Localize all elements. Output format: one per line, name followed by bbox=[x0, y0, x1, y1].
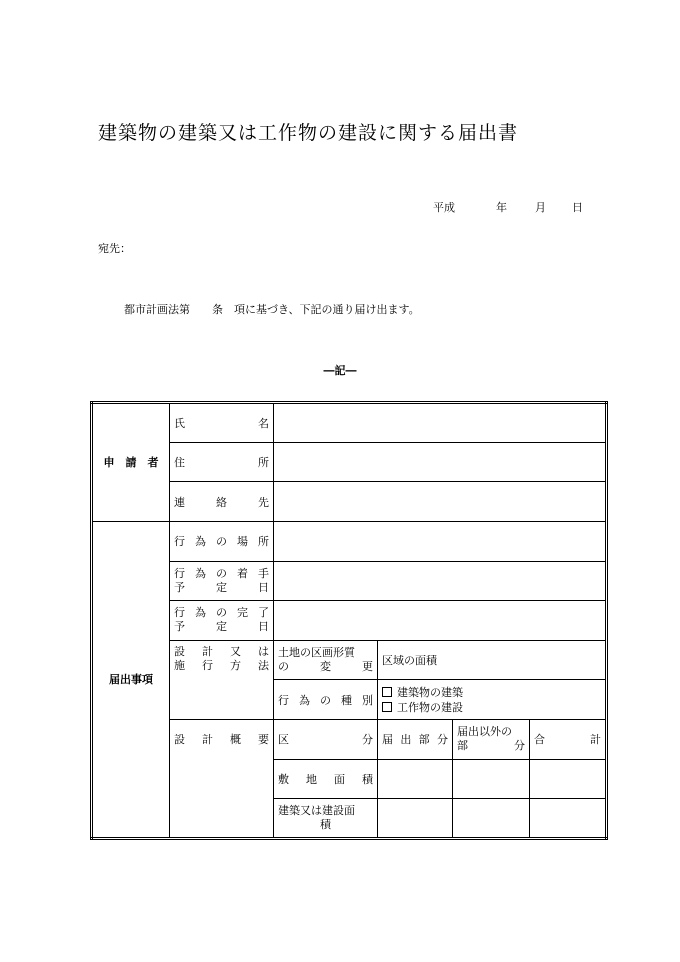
option-building[interactable] bbox=[382, 685, 601, 700]
label-char: 為 bbox=[195, 566, 206, 580]
label-char: 行 bbox=[278, 693, 289, 707]
label-char: 積 bbox=[362, 772, 373, 786]
spaced-label bbox=[278, 731, 373, 747]
spaced-label bbox=[382, 731, 448, 747]
date-month: 月 bbox=[535, 201, 546, 214]
label-char: 計 bbox=[202, 644, 213, 658]
label-char: 変 bbox=[320, 660, 331, 674]
label-char: 施 bbox=[174, 658, 185, 672]
spaced-label bbox=[174, 415, 269, 431]
header-other-portion bbox=[453, 720, 530, 760]
option-structure-label: 工作物の建設 bbox=[397, 700, 463, 714]
label-char: 手 bbox=[258, 566, 269, 580]
ki-heading: ―記― bbox=[323, 364, 357, 377]
start-date-field[interactable] bbox=[274, 561, 607, 601]
site-area-notified[interactable] bbox=[378, 759, 453, 799]
label-char: 為 bbox=[195, 535, 206, 549]
label-char: 法 bbox=[258, 658, 269, 672]
label-char: 所 bbox=[258, 535, 269, 549]
label-char: の bbox=[216, 606, 227, 620]
label-char: 部 bbox=[457, 739, 468, 753]
checkbox-building[interactable] bbox=[382, 687, 392, 697]
label-name bbox=[170, 403, 274, 443]
label-char: 分 bbox=[362, 733, 373, 747]
notification-group-label: 届出事項 bbox=[92, 521, 170, 838]
spaced-label bbox=[278, 660, 373, 674]
label-char: 定 bbox=[216, 580, 227, 594]
label-char: 完 bbox=[237, 606, 248, 620]
label-char: 氏 bbox=[174, 416, 185, 430]
spaced-label bbox=[174, 567, 269, 581]
label-char: 分 bbox=[436, 733, 448, 747]
label-land-change bbox=[274, 640, 378, 680]
label-start-date bbox=[170, 561, 274, 601]
label-char: 予 bbox=[174, 620, 185, 634]
label-char: 合 bbox=[534, 733, 545, 747]
label-building-area-tail: 積 bbox=[320, 818, 331, 832]
site-area-total[interactable] bbox=[530, 759, 607, 799]
contact-field[interactable] bbox=[274, 482, 607, 522]
header-total bbox=[530, 720, 607, 760]
spaced-label bbox=[534, 731, 601, 747]
spaced-label bbox=[174, 581, 269, 595]
label-act-place bbox=[170, 521, 274, 561]
date-year: 年 bbox=[496, 201, 507, 214]
spaced-label bbox=[457, 725, 525, 739]
name-field[interactable] bbox=[274, 403, 607, 443]
label-char: 出 bbox=[400, 733, 412, 747]
label-char: 届 bbox=[382, 733, 393, 747]
label-char: の bbox=[278, 660, 289, 674]
label-char: 計 bbox=[202, 733, 213, 746]
label-char: 又 bbox=[230, 644, 241, 658]
label-char: 要 bbox=[258, 733, 269, 746]
label-char: 定 bbox=[216, 620, 227, 634]
building-area-other[interactable] bbox=[453, 799, 530, 839]
spaced-label bbox=[457, 739, 525, 753]
label-char: 方 bbox=[230, 658, 241, 672]
label-method bbox=[170, 640, 274, 719]
label-char: 別 bbox=[362, 693, 373, 707]
address-field[interactable] bbox=[274, 442, 607, 482]
spaced-label bbox=[174, 620, 269, 634]
label-char: 種 bbox=[341, 693, 352, 707]
label-site-area bbox=[274, 759, 378, 799]
spaced-label bbox=[174, 454, 269, 470]
label-char: 届出以外の bbox=[457, 725, 512, 739]
addressee-label: 宛先： bbox=[98, 242, 131, 255]
date-era: 平成 bbox=[433, 201, 455, 214]
label-char: 建築又は建設面 bbox=[278, 804, 355, 818]
label-char: 行 bbox=[174, 566, 185, 580]
spaced-label bbox=[278, 804, 373, 818]
option-building-label: 建築物の建築 bbox=[397, 685, 463, 699]
spaced-label bbox=[174, 606, 269, 620]
label-char: 場 bbox=[237, 535, 248, 549]
label-act-type bbox=[274, 680, 378, 720]
spaced-label bbox=[174, 494, 269, 510]
header-notified-portion bbox=[378, 720, 453, 760]
label-char: 住 bbox=[174, 455, 185, 469]
label-char: 分 bbox=[514, 739, 525, 753]
spaced-label bbox=[278, 771, 373, 787]
label-char: 日 bbox=[258, 620, 269, 634]
label-char: 了 bbox=[258, 606, 269, 620]
label-char: 先 bbox=[258, 495, 269, 509]
label-char: 行 bbox=[202, 658, 213, 672]
label-char: 日 bbox=[258, 580, 269, 594]
label-char: 絡 bbox=[216, 495, 227, 509]
site-area-other[interactable] bbox=[453, 759, 530, 799]
spaced-label bbox=[174, 533, 269, 549]
label-char: 地 bbox=[306, 772, 317, 786]
applicant-group-label: 申 請 者 bbox=[92, 403, 170, 522]
document-title: 建築物の建築又は工作物の建設に関する届出書 bbox=[98, 122, 519, 144]
spaced-label bbox=[174, 731, 269, 747]
end-date-field[interactable] bbox=[274, 601, 607, 641]
area-label: 区域の面積 bbox=[378, 640, 607, 680]
label-char: 連 bbox=[174, 495, 185, 509]
label-char: 概 bbox=[230, 733, 241, 746]
label-char: 設 bbox=[174, 644, 185, 658]
label-end-date bbox=[170, 601, 274, 641]
act-type-options bbox=[378, 680, 607, 720]
building-area-total[interactable] bbox=[530, 799, 607, 839]
label-char: 予 bbox=[174, 580, 185, 594]
label-char: の bbox=[320, 693, 331, 707]
date-day: 日 bbox=[572, 201, 583, 214]
label-char: 所 bbox=[258, 455, 269, 469]
label-char: 土地の区画形質 bbox=[278, 646, 355, 660]
act-place-field[interactable] bbox=[274, 521, 607, 561]
label-address bbox=[170, 442, 274, 482]
lead-sentence: 都市計画法第 条 項に基づき、下記の通り届け出ます。 bbox=[124, 303, 420, 316]
label-design-outline bbox=[170, 720, 274, 839]
label-char: 更 bbox=[362, 660, 373, 674]
label-char: 為 bbox=[299, 693, 310, 707]
option-structure[interactable] bbox=[382, 700, 601, 715]
checkbox-structure[interactable] bbox=[382, 702, 392, 712]
notification-table bbox=[90, 401, 608, 840]
label-char: 着 bbox=[237, 566, 248, 580]
label-char: 為 bbox=[195, 606, 206, 620]
label-char: 名 bbox=[258, 416, 269, 430]
header-division bbox=[274, 720, 378, 760]
label-char: は bbox=[258, 644, 269, 658]
label-char: の bbox=[216, 566, 227, 580]
label-char: 行 bbox=[174, 535, 185, 549]
spaced-label bbox=[278, 646, 373, 660]
building-area-notified[interactable] bbox=[378, 799, 453, 839]
spaced-label bbox=[278, 692, 373, 708]
label-building-area bbox=[274, 799, 378, 839]
label-char: の bbox=[216, 535, 227, 549]
label-char: 行 bbox=[174, 606, 185, 620]
label-char: 区 bbox=[278, 733, 289, 747]
label-contact bbox=[170, 482, 274, 522]
label-char: 設 bbox=[174, 733, 185, 746]
label-char: 面 bbox=[334, 772, 345, 786]
spaced-label bbox=[174, 659, 269, 673]
label-char: 計 bbox=[590, 733, 601, 747]
label-char: 部 bbox=[418, 733, 430, 747]
spaced-label bbox=[174, 645, 269, 659]
label-char: 敷 bbox=[278, 772, 289, 786]
